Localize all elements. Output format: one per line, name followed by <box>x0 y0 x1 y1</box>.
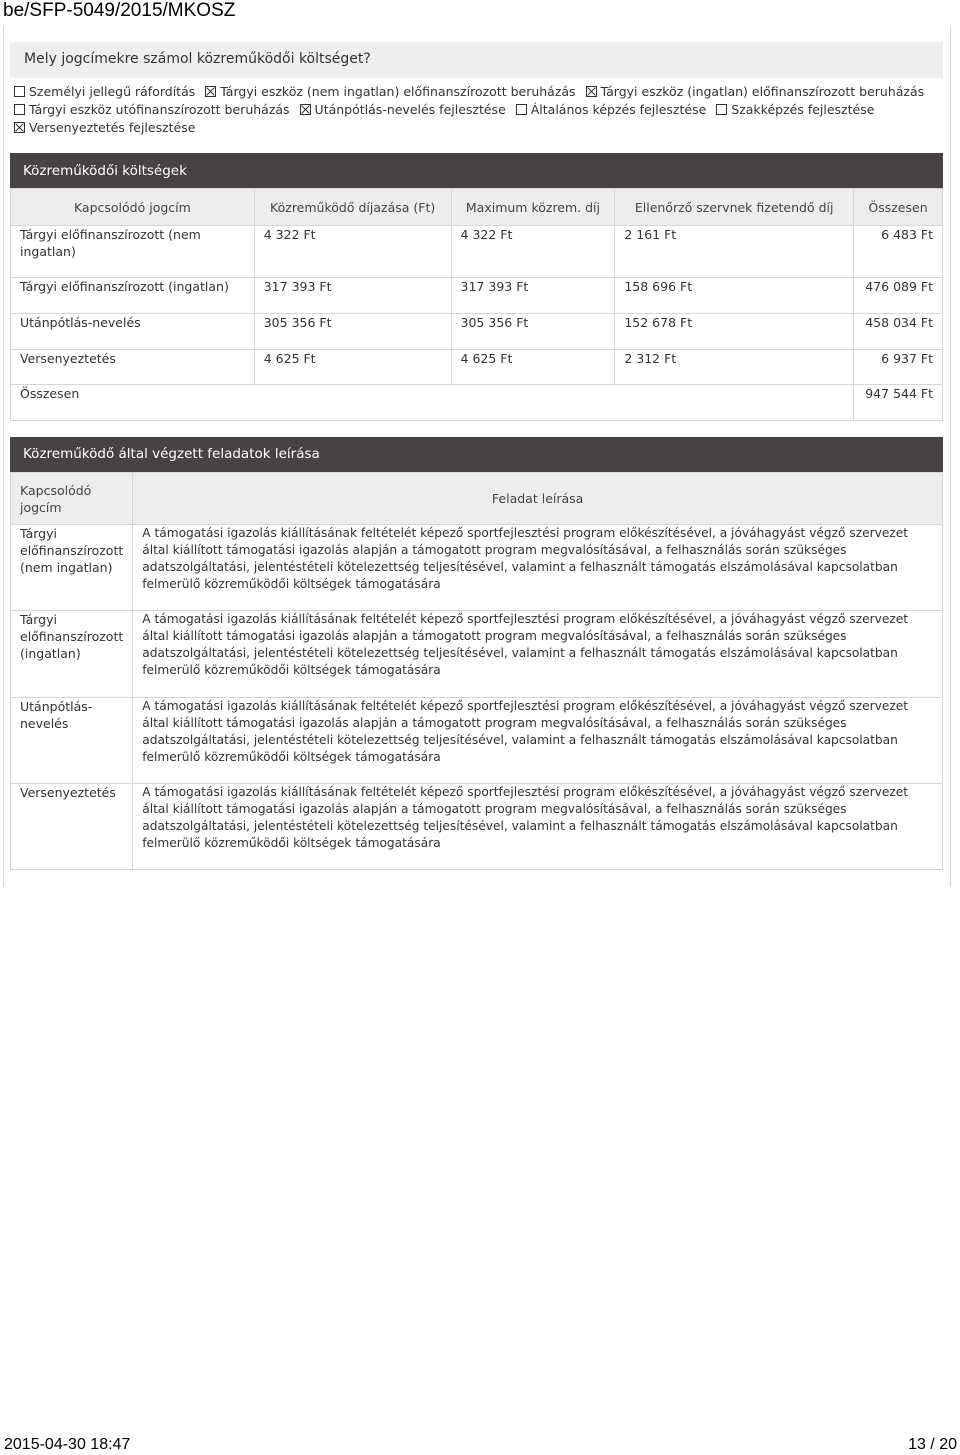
tasks-table <box>10 472 943 870</box>
document-id: be/SFP-5049/2015/MKOSZ <box>3 0 236 21</box>
checkbox-szemelyi[interactable] <box>14 84 195 99</box>
checkbox-label: Tárgyi eszköz (ingatlan) előfinanszírozott beruházás <box>600 84 925 99</box>
table-row <box>11 350 943 385</box>
description-cell: A támogatási igazolás kiállításának feltételét képező sportfejlesztési program előkészítésével, a jóváhagyást végző szervezet által kiállított támogatási igazolás alapján a támogatott program megvalósításával, a felhasználás során szükséges adatszolgáltatási, jelentéstételi kötelezettség teljesítésével, valamint a felhasznált támogatás elszámolásával kapcsolatban felmerülő közreműködői költségek támogatására <box>133 784 943 870</box>
column-header: Ellenőrző szervnek fizetendő díj <box>615 189 854 226</box>
question-box <box>10 42 943 78</box>
checkbox-targyi-ingatlan[interactable] <box>586 84 925 99</box>
ellenorzo-cell: 158 696 Ft <box>615 278 854 314</box>
description-cell: A támogatási igazolás kiállításának feltételét képező sportfejlesztési program előkészítésével, a jóváhagyást végző szervezet által kiállított támogatási igazolás alapján a támogatott program megvalósításával, a felhasználás során szükséges adatszolgáltatási, jelentéstételi kötelezettség teljesítésével, valamint a felhasznált támogatás elszámolásával kapcsolatban felmerülő közreműködői költségek támogatására <box>133 611 943 698</box>
footer-page-number: 13 / 20 <box>908 1436 957 1453</box>
max-cell: 317 393 Ft <box>451 278 615 314</box>
column-header: Kapcsolódó jogcím <box>11 473 133 525</box>
jogcim-cell: Tárgyi előfinanszírozott (ingatlan) <box>11 278 255 314</box>
table-row <box>11 314 943 350</box>
checkbox-versenyeztetes[interactable] <box>14 120 195 135</box>
checkbox-altalanos-kepzes[interactable] <box>516 102 707 117</box>
max-cell: 4 625 Ft <box>451 350 615 385</box>
total-label: Összesen <box>11 385 854 421</box>
checkbox-checked-icon <box>300 104 311 115</box>
jogcim-cell: Tárgyi előfinanszírozott (nem ingatlan) <box>11 525 133 611</box>
dij-cell: 305 356 Ft <box>254 314 451 350</box>
column-header: Feladat leírása <box>133 473 943 525</box>
footer-timestamp: 2015-04-30 18:47 <box>4 1436 131 1453</box>
checkbox-utofinanszirozott[interactable] <box>14 102 290 117</box>
jogcim-cell: Tárgyi előfinanszírozott (ingatlan) <box>11 611 133 698</box>
table-row <box>11 698 943 784</box>
checkbox-szakkepzes[interactable] <box>716 102 874 117</box>
table-header-row <box>11 473 943 525</box>
max-cell: 4 322 Ft <box>451 226 615 278</box>
column-header: Kapcsolódó jogcím <box>11 189 255 226</box>
checkbox-checked-icon <box>586 86 597 97</box>
checkbox-empty-icon <box>14 104 25 115</box>
column-header: Összesen <box>854 189 943 226</box>
table-row <box>11 611 943 698</box>
checkbox-empty-icon <box>716 104 727 115</box>
table-header-row <box>11 189 943 226</box>
checkbox-label: Általános képzés fejlesztése <box>530 102 707 117</box>
osszesen-cell: 6 937 Ft <box>854 350 943 385</box>
jogcim-cell: Utánpótlás-nevelés <box>11 698 133 784</box>
max-cell: 305 356 Ft <box>451 314 615 350</box>
checkbox-label: Tárgyi eszköz (nem ingatlan) előfinanszírozott beruházás <box>220 84 576 99</box>
description-cell: A támogatási igazolás kiállításának feltételét képező sportfejlesztési program előkészítésével, a jóváhagyást végző szervezet által kiállított támogatási igazolás alapján a támogatott program megvalósításával, a felhasználás során szükséges adatszolgáltatási, jelentéstételi kötelezettség teljesítésével, valamint a felhasznált támogatás elszámolásával kapcsolatban felmerülő közreműködői költségek támogatására <box>133 698 943 784</box>
jogcim-cell: Utánpótlás-nevelés <box>11 314 255 350</box>
osszesen-cell: 476 089 Ft <box>854 278 943 314</box>
checkbox-empty-icon <box>516 104 527 115</box>
checkbox-label: Szakképzés fejlesztése <box>731 102 875 117</box>
costs-section-title: Közreműködői költségek <box>23 163 187 179</box>
total-row <box>11 385 943 421</box>
dij-cell: 4 322 Ft <box>254 226 451 278</box>
dij-cell: 4 625 Ft <box>254 350 451 385</box>
ellenorzo-cell: 152 678 Ft <box>615 314 854 350</box>
checkbox-label: Tárgyi eszköz utófinanszírozott beruházás <box>29 102 290 117</box>
checkbox-utanpotlas[interactable] <box>300 102 506 117</box>
checkbox-label: Személyi jellegű ráfordítás <box>29 84 196 99</box>
tasks-section-title: Közreműködő által végzett feladatok leírása <box>23 446 320 462</box>
jogcim-cell: Versenyeztetés <box>11 784 133 870</box>
checkbox-targyi-nem-ingatlan[interactable] <box>205 84 575 99</box>
total-value: 947 544 Ft <box>854 385 943 421</box>
table-row <box>11 226 943 278</box>
column-header: Közreműködő díjazása (Ft) <box>254 189 451 226</box>
ellenorzo-cell: 2 312 Ft <box>615 350 854 385</box>
question-text: Mely jogcímekre számol közreműködői költséget? <box>24 51 371 67</box>
osszesen-cell: 458 034 Ft <box>854 314 943 350</box>
jogcim-cell: Tárgyi előfinanszírozott (nem ingatlan) <box>11 226 255 278</box>
checkbox-label: Versenyeztetés fejlesztése <box>29 120 196 135</box>
checkbox-checked-icon <box>205 86 216 97</box>
description-cell: A támogatási igazolás kiállításának feltételét képező sportfejlesztési program előkészítésével, a jóváhagyást végző szervezet által kiállított támogatási igazolás alapján a támogatott program megvalósításával, a felhasználás során szükséges adatszolgáltatási, jelentéstételi kötelezettség teljesítésével, valamint a felhasznált támogatás elszámolásával kapcsolatban felmerülő közreműködői költségek támogatására <box>133 525 943 611</box>
table-row <box>11 525 943 611</box>
tasks-section-header <box>10 437 943 472</box>
osszesen-cell: 6 483 Ft <box>854 226 943 278</box>
checkbox-checked-icon <box>14 122 25 133</box>
jogcim-checkbox-list <box>14 83 944 137</box>
checkbox-label: Utánpótlás-nevelés fejlesztése <box>314 102 506 117</box>
costs-section-header <box>10 153 943 189</box>
costs-table <box>10 188 943 421</box>
table-row <box>11 784 943 870</box>
table-row <box>11 278 943 314</box>
ellenorzo-cell: 2 161 Ft <box>615 226 854 278</box>
dij-cell: 317 393 Ft <box>254 278 451 314</box>
checkbox-empty-icon <box>14 86 25 97</box>
jogcim-cell: Versenyeztetés <box>11 350 255 385</box>
column-header: Maximum közrem. díj <box>451 189 615 226</box>
